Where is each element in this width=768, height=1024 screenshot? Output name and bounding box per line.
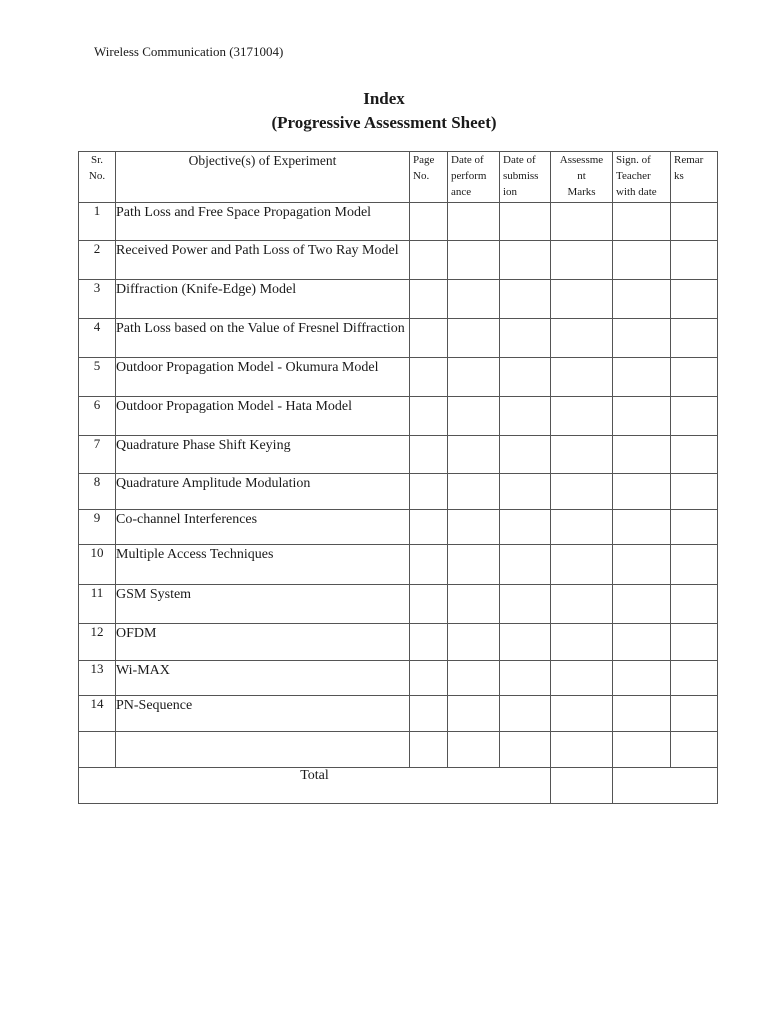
teacher-sign-cell xyxy=(613,732,671,768)
marks-cell xyxy=(551,436,613,474)
sr-number: 11 xyxy=(79,585,116,624)
remarks-cell xyxy=(671,436,718,474)
experiment-objective: Diffraction (Knife-Edge) Model xyxy=(116,280,410,319)
marks-cell xyxy=(551,732,613,768)
page-no-cell xyxy=(410,624,448,661)
sr-number: 10 xyxy=(79,545,116,585)
page-no-cell xyxy=(410,280,448,319)
date-submission-cell xyxy=(500,661,551,696)
date-submission-cell xyxy=(500,203,551,241)
date-performance-cell xyxy=(448,203,500,241)
sr-number: 4 xyxy=(79,319,116,358)
date-submission-cell xyxy=(500,474,551,510)
teacher-sign-cell xyxy=(613,624,671,661)
date-performance-cell xyxy=(448,510,500,545)
date-submission-cell xyxy=(500,510,551,545)
sr-number: 5 xyxy=(79,358,116,397)
teacher-sign-cell xyxy=(613,358,671,397)
marks-cell xyxy=(551,474,613,510)
page-subtitle: (Progressive Assessment Sheet) xyxy=(271,113,497,132)
remarks-cell xyxy=(671,241,718,280)
date-submission-cell xyxy=(500,696,551,732)
teacher-sign-cell xyxy=(613,585,671,624)
col-header-page: Page No. xyxy=(410,152,448,203)
table-row xyxy=(79,358,718,397)
sr-number: 12 xyxy=(79,624,116,661)
experiment-objective: Multiple Access Techniques xyxy=(116,545,410,585)
teacher-sign-cell xyxy=(613,474,671,510)
date-submission-cell xyxy=(500,358,551,397)
sr-number xyxy=(79,732,116,768)
assessment-table xyxy=(78,151,718,804)
marks-cell xyxy=(551,203,613,241)
page-title: Index xyxy=(363,89,405,108)
teacher-sign-cell xyxy=(613,436,671,474)
col-header-teacher-sign: Sign. of Teacher with date xyxy=(613,152,671,203)
total-row xyxy=(79,768,718,804)
marks-cell xyxy=(551,696,613,732)
page-no-cell xyxy=(410,319,448,358)
date-submission-cell xyxy=(500,397,551,436)
date-submission-cell xyxy=(500,280,551,319)
remarks-cell xyxy=(671,280,718,319)
date-submission-cell xyxy=(500,436,551,474)
sr-number: 1 xyxy=(79,203,116,241)
page-no-cell xyxy=(410,203,448,241)
date-performance-cell xyxy=(448,241,500,280)
experiment-objective: Co-channel Interferences xyxy=(116,510,410,545)
marks-cell xyxy=(551,241,613,280)
page-no-cell xyxy=(410,545,448,585)
col-header-remarks: Remar ks xyxy=(671,152,718,203)
remarks-cell xyxy=(671,545,718,585)
page-no-cell xyxy=(410,241,448,280)
page-no-cell xyxy=(410,696,448,732)
table-row xyxy=(79,510,718,545)
col-header-date-performance: Date of perform ance xyxy=(448,152,500,203)
table-row xyxy=(79,436,718,474)
table-header-row xyxy=(79,152,718,203)
page-no-cell xyxy=(410,661,448,696)
experiment-objective: Path Loss and Free Space Propagation Model xyxy=(116,203,410,241)
sr-number: 2 xyxy=(79,241,116,280)
sr-number: 9 xyxy=(79,510,116,545)
marks-cell xyxy=(551,545,613,585)
remarks-cell xyxy=(671,319,718,358)
date-submission-cell xyxy=(500,545,551,585)
date-performance-cell xyxy=(448,732,500,768)
experiment-objective: OFDM xyxy=(116,624,410,661)
marks-cell xyxy=(551,358,613,397)
date-performance-cell xyxy=(448,474,500,510)
page-no-cell xyxy=(410,585,448,624)
teacher-sign-cell xyxy=(613,397,671,436)
table-row xyxy=(79,545,718,585)
marks-cell xyxy=(551,585,613,624)
remarks-cell xyxy=(671,661,718,696)
date-performance-cell xyxy=(448,280,500,319)
table-row xyxy=(79,474,718,510)
total-marks-cell xyxy=(551,768,613,804)
marks-cell xyxy=(551,661,613,696)
table-row xyxy=(79,624,718,661)
table-row xyxy=(79,661,718,696)
page-no-cell xyxy=(410,732,448,768)
marks-cell xyxy=(551,280,613,319)
teacher-sign-cell xyxy=(613,241,671,280)
marks-cell xyxy=(551,319,613,358)
page-no-cell xyxy=(410,436,448,474)
col-header-date-submission: Date of submiss ion xyxy=(500,152,551,203)
sr-number: 6 xyxy=(79,397,116,436)
experiment-objective: GSM System xyxy=(116,585,410,624)
marks-cell xyxy=(551,397,613,436)
sr-number: 8 xyxy=(79,474,116,510)
date-performance-cell xyxy=(448,436,500,474)
date-performance-cell xyxy=(448,624,500,661)
experiment-objective: Outdoor Propagation Model - Okumura Model xyxy=(116,358,410,397)
table-row xyxy=(79,397,718,436)
date-performance-cell xyxy=(448,661,500,696)
sr-number: 14 xyxy=(79,696,116,732)
col-header-objective: Objective(s) of Experiment xyxy=(116,152,410,203)
remarks-cell xyxy=(671,624,718,661)
table-row xyxy=(79,585,718,624)
experiment-objective: Wi-MAX xyxy=(116,661,410,696)
page-no-cell xyxy=(410,397,448,436)
sr-number: 7 xyxy=(79,436,116,474)
experiment-objective: PN-Sequence xyxy=(116,696,410,732)
table-row xyxy=(79,319,718,358)
remarks-cell xyxy=(671,203,718,241)
experiment-objective xyxy=(116,732,410,768)
table-row xyxy=(79,732,718,768)
total-remarks-cell xyxy=(613,768,718,804)
date-performance-cell xyxy=(448,397,500,436)
table-row xyxy=(79,696,718,732)
date-performance-cell xyxy=(448,358,500,397)
remarks-cell xyxy=(671,585,718,624)
teacher-sign-cell xyxy=(613,696,671,732)
page-no-cell xyxy=(410,358,448,397)
marks-cell xyxy=(551,624,613,661)
marks-cell xyxy=(551,510,613,545)
total-label: Total xyxy=(79,768,551,804)
col-header-assessment-marks: Assessme nt Marks xyxy=(551,152,613,203)
date-performance-cell xyxy=(448,585,500,624)
page-no-cell xyxy=(410,510,448,545)
experiment-objective: Quadrature Amplitude Modulation xyxy=(116,474,410,510)
table-row xyxy=(79,241,718,280)
date-submission-cell xyxy=(500,241,551,280)
date-submission-cell xyxy=(500,624,551,661)
teacher-sign-cell xyxy=(613,661,671,696)
date-performance-cell xyxy=(448,696,500,732)
remarks-cell xyxy=(671,510,718,545)
remarks-cell xyxy=(671,696,718,732)
date-submission-cell xyxy=(500,732,551,768)
experiment-objective: Received Power and Path Loss of Two Ray Model xyxy=(116,241,410,280)
experiment-objective: Outdoor Propagation Model - Hata Model xyxy=(116,397,410,436)
remarks-cell xyxy=(671,732,718,768)
course-header: Wireless Communication (3171004) xyxy=(94,44,284,59)
experiment-objective: Quadrature Phase Shift Keying xyxy=(116,436,410,474)
remarks-cell xyxy=(671,397,718,436)
date-performance-cell xyxy=(448,319,500,358)
date-submission-cell xyxy=(500,319,551,358)
experiment-objective: Path Loss based on the Value of Fresnel Diffraction xyxy=(116,319,410,358)
page-no-cell xyxy=(410,474,448,510)
teacher-sign-cell xyxy=(613,510,671,545)
remarks-cell xyxy=(671,358,718,397)
date-performance-cell xyxy=(448,545,500,585)
sr-number: 13 xyxy=(79,661,116,696)
remarks-cell xyxy=(671,474,718,510)
date-submission-cell xyxy=(500,585,551,624)
table-row xyxy=(79,280,718,319)
col-header-sr: Sr. No. xyxy=(79,152,116,203)
teacher-sign-cell xyxy=(613,545,671,585)
sr-number: 3 xyxy=(79,280,116,319)
table-row xyxy=(79,203,718,241)
teacher-sign-cell xyxy=(613,280,671,319)
teacher-sign-cell xyxy=(613,203,671,241)
teacher-sign-cell xyxy=(613,319,671,358)
